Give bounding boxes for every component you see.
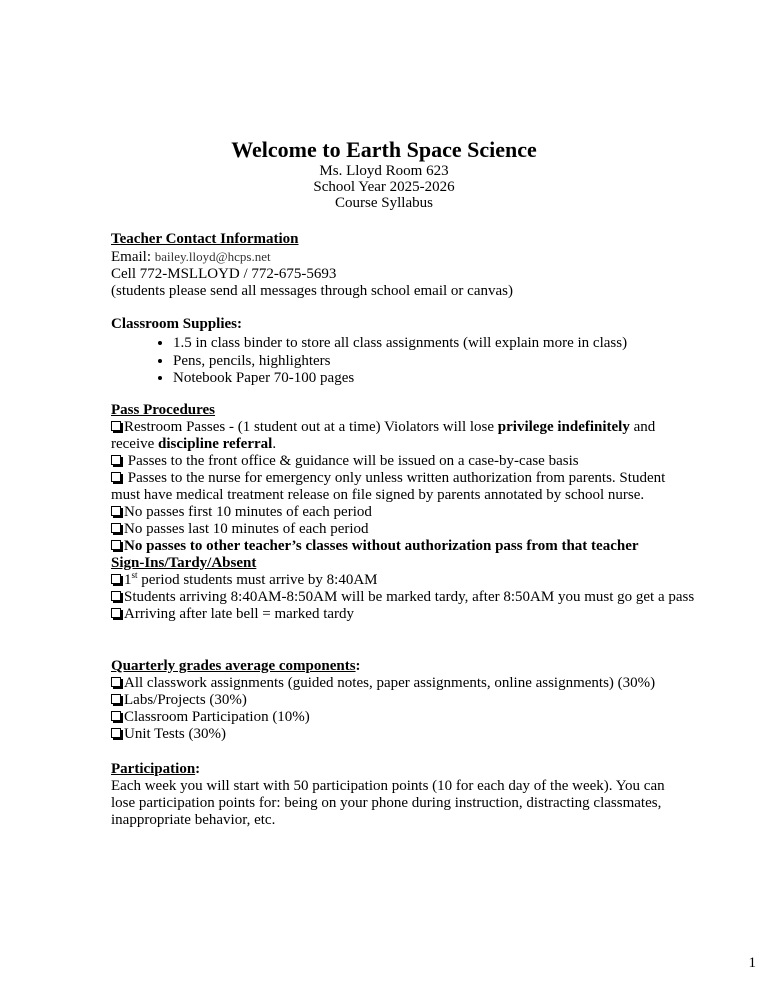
list-item: Arriving after late bell = marked tardy — [111, 606, 751, 623]
participation-section — [111, 761, 671, 829]
page-title: Welcome to Earth Space Science — [231, 137, 537, 162]
cell-phone: Cell 772-MSLLOYD / 772-675-5693 — [111, 266, 337, 282]
checkbox-icon — [111, 421, 121, 431]
signin-heading: Sign-Ins/Tardy/Absent — [111, 555, 257, 571]
checkbox-icon — [111, 694, 121, 704]
list-item: Passes to the front office & guidance will be issued on a case-by-case basis — [111, 453, 691, 470]
signin-section — [111, 555, 751, 623]
list-item: • Pens, pencils, highlighters — [173, 353, 711, 371]
checkbox-icon — [111, 506, 121, 516]
checkbox-icon — [111, 677, 121, 687]
checkbox-icon — [111, 711, 121, 721]
pass-heading: Pass Procedures — [111, 402, 216, 418]
email-label: Email: — [111, 249, 155, 265]
grades-section — [111, 658, 731, 743]
checkbox-icon — [111, 455, 121, 465]
document-subtitle: Course Syllabus — [335, 195, 433, 211]
list-item: Passes to the nurse for emergency only unless written authorization from parents. Student must have medical treatment release on file signed by parents annotated by school nurse. — [111, 470, 666, 503]
list-item: No passes last 10 minutes of each period — [111, 521, 691, 538]
school-year: School Year 2025-2026 — [313, 179, 455, 195]
list-item: Unit Tests (30%) — [111, 726, 731, 743]
list-item: Restroom Passes - (1 student out at a time) Violators will lose privilege indefinitely and receive discipline referral. — [111, 419, 656, 452]
pass-section — [111, 402, 691, 555]
checkbox-icon — [111, 472, 121, 482]
list-item: • Notebook Paper 70-100 pages — [173, 370, 711, 388]
supplies-list — [111, 335, 711, 388]
email-address[interactable]: bailey.lloyd@hcps.net — [154, 249, 271, 264]
list-item: No passes to other teacher’s classes without authorization pass from that teacher — [111, 538, 691, 555]
list-item: Labs/Projects (30%) — [111, 692, 731, 709]
supplies-heading: Classroom Supplies: — [111, 316, 243, 332]
contact-note: (students please send all messages through school email or canvas) — [111, 283, 513, 299]
checkbox-icon — [111, 540, 121, 550]
checkbox-icon — [111, 574, 121, 584]
participation-heading: Participation: — [111, 761, 201, 777]
list-item: No passes first 10 minutes of each period — [111, 504, 691, 521]
teacher-room: Ms. Lloyd Room 623 — [319, 163, 449, 179]
checkbox-icon — [111, 591, 121, 601]
list-item: • 1.5 in class binder to store all class assignments (will explain more in class) — [173, 335, 711, 353]
page-number: 1 — [748, 955, 756, 971]
participation-text: Each week you will start with 50 participation points (10 for each day of the week). You can lose participation points for: being on your phone during instruction, distracting classmates, inappropriate behavior, etc. — [111, 778, 665, 828]
checkbox-icon — [111, 728, 121, 738]
contact-heading: Teacher Contact Information — [111, 231, 299, 247]
document-header — [0, 137, 768, 211]
list-item: All classwork assignments (guided notes, paper assignments, online assignments) (30%) — [111, 675, 731, 692]
list-item: Classroom Participation (10%) — [111, 709, 731, 726]
list-item: 1st period students must arrive by 8:40AM — [111, 572, 751, 589]
supplies-section — [111, 316, 711, 388]
checkbox-icon — [111, 608, 121, 618]
grades-heading: Quarterly grades average components: — [111, 658, 361, 674]
list-item: Students arriving 8:40AM-8:50AM will be marked tardy, after 8:50AM you must go get a pass — [111, 589, 751, 606]
checkbox-icon — [111, 523, 121, 533]
contact-section — [111, 231, 711, 300]
